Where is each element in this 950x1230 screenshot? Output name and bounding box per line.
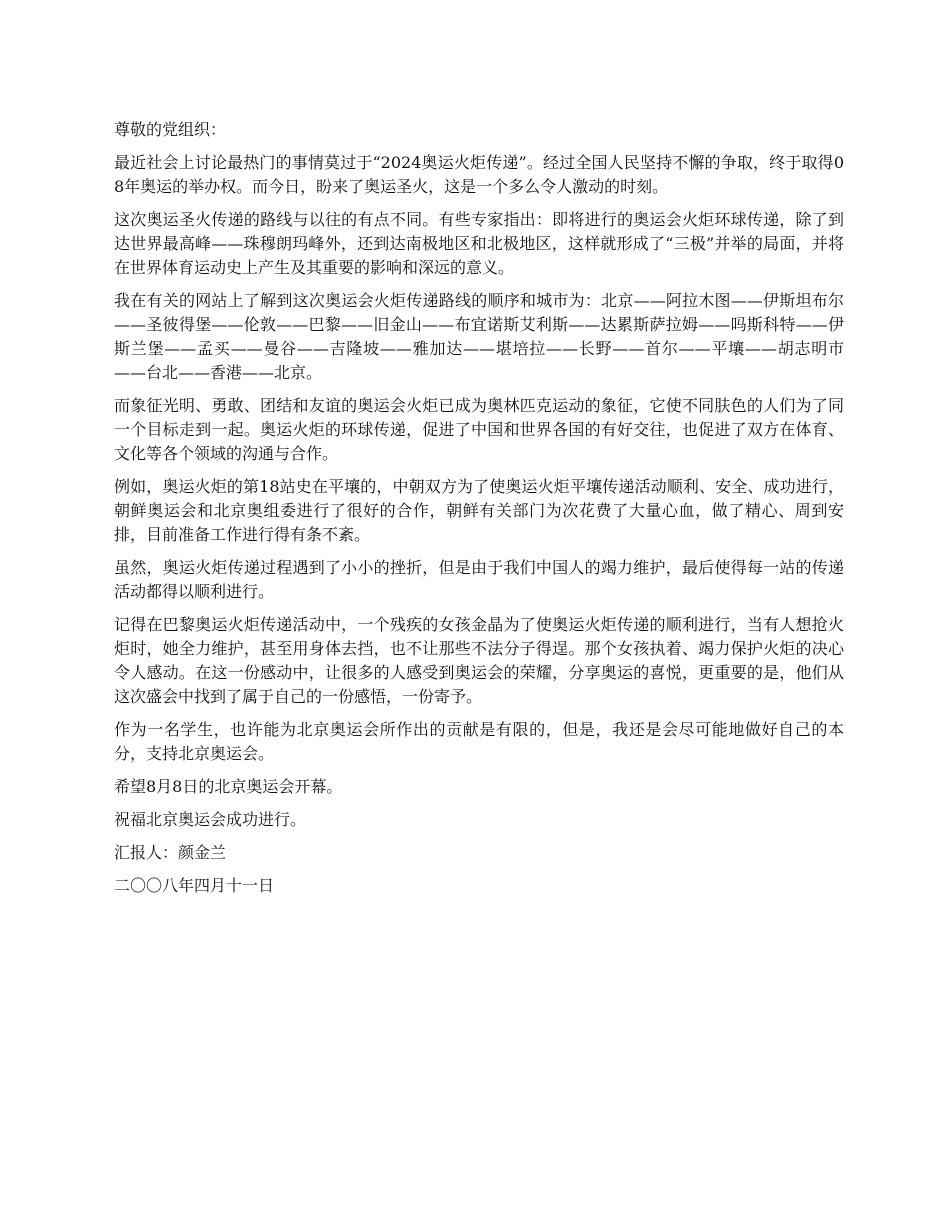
reporter-signature: 汇报人：颜金兰 [114,843,227,862]
salutation: 尊敬的党组织： [114,120,227,139]
paragraph-2: 这次奥运圣火传递的路线与以往的有点不同。有些专家指出：即将进行的奥运会火炬环球传递，除了到达世界最高峰——珠穆朗玛峰外，还到达南极地区和北极地区，这样就形成了“三极”并举的局面，并将在世界体育运动史上产生及其重要的影响和深远的意义。 [114,210,844,277]
paragraph-1: 最近社会上讨论最热门的事情莫过于“2024奥运火炬传递”。经过全国人民坚持不懈的争取，终于取得08年奥运的举办权。而今日，盼来了奥运圣火，这是一个多么令人激动的时刻。 [114,153,844,196]
paragraph-4: 而象征光明、勇敢、团结和友谊的奥运会火炬已成为奥林匹克运动的象征，它使不同肤色的人们为了同一个目标走到一起。奥运火炬的环球传递，促进了中国和世界各国的有好交往，也促进了双方在体育、文化等各个领域的沟通与合作。 [114,396,844,463]
document-date: 二〇〇八年四月十一日 [114,876,275,895]
paragraph-9: 希望8月8日的北京奥运会开幕。 [114,777,343,796]
paragraph-6: 虽然，奥运火炬传递过程遇到了小小的挫折，但是由于我们中国人的竭力维护，最后使得每一站的传递活动都得以顺利进行。 [114,558,844,601]
paragraph-7: 记得在巴黎奥运火炬传递活动中，一个残疾的女孩金晶为了使奥运火炬传递的顺利进行，当有人想抢火炬时，她全力维护，甚至用身体去挡，也不让那些不法分子得逞。那个女孩执着、竭力保护火炬的决心令人感动。在这一份感动中，让很多的人感受到奥运会的荣耀，分享奥运的喜悦，更重要的是，他们从这次盛会中找到了属于自己的一份感悟，一份寄予。 [114,615,844,706]
paragraph-5: 例如，奥运火炬的第18站史在平壤的，中朝双方为了使奥运火炬平壤传递活动顺利、安全、成功进行，朝鲜奥运会和北京奥组委进行了很好的合作，朝鲜有关部门为次花费了大量心血，做了精心、周到安排，目前准备工作进行得有条不紊。 [114,477,844,544]
paragraph-10: 祝福北京奥运会成功进行。 [114,810,307,829]
paragraph-8: 作为一名学生，也许能为北京奥运会所作出的贡献是有限的，但是，我还是会尽可能地做好自己的本分，支持北京奥运会。 [114,720,844,763]
paragraph-3: 我在有关的网站上了解到这次奥运会火炬传递路线的顺序和城市为：北京——阿拉木图——伊斯坦布尔——圣彼得堡——伦敦——巴黎——旧金山——布宜诺斯艾利斯——达累斯萨拉姆——吗斯科特——伊斯兰堡——孟买——曼谷——吉隆坡——雅加达——堪培拉——长野——首尔——平壤——胡志明市——台北——香港——北京。 [114,291,844,382]
document-body [114,118,844,907]
